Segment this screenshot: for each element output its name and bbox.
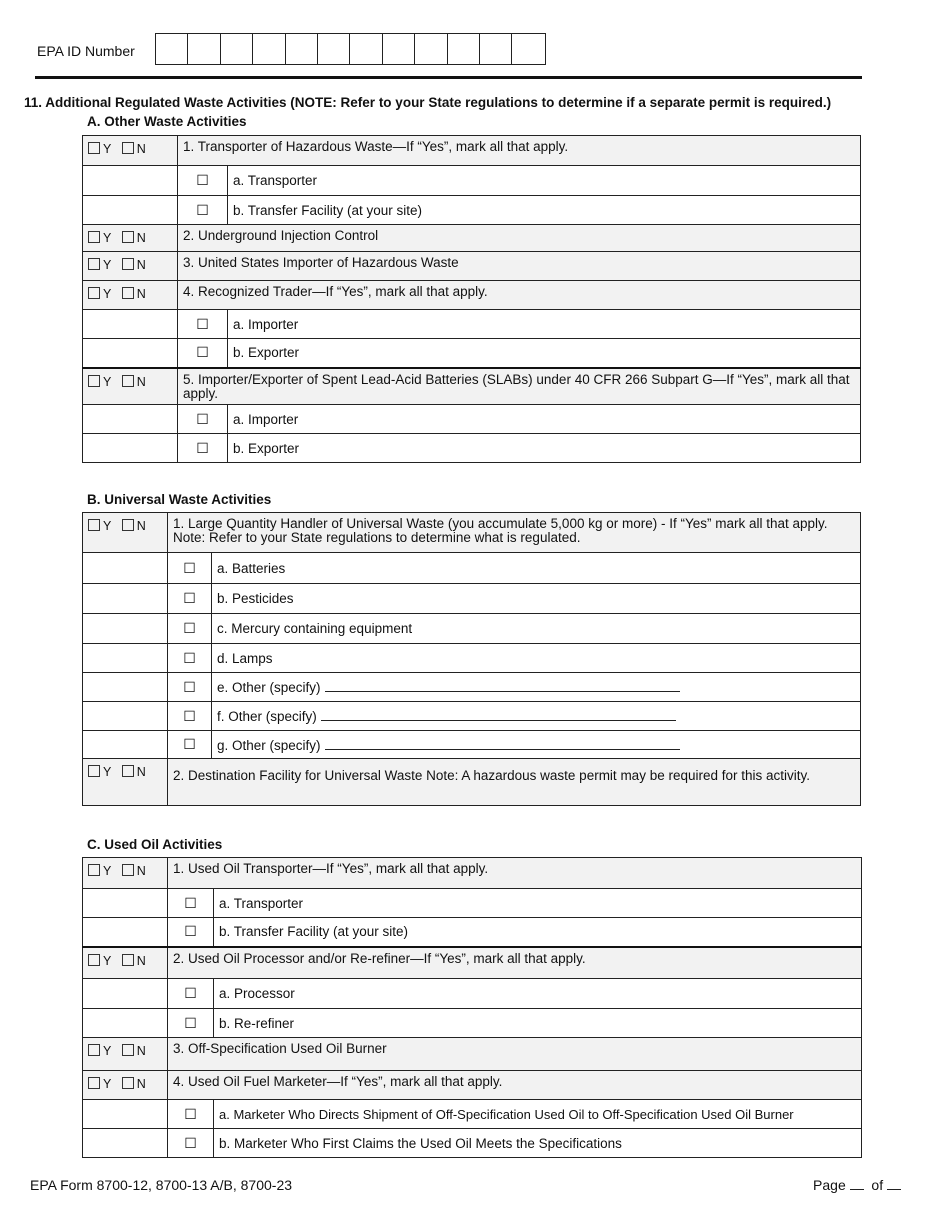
option-checkbox[interactable]: ☐: [178, 310, 228, 339]
indent-cell: [83, 434, 178, 463]
indent-cell: [83, 889, 168, 918]
option-label: a. Batteries: [212, 553, 861, 584]
indent-cell: [83, 979, 168, 1009]
option-checkbox[interactable]: ☐: [168, 702, 212, 731]
no-checkbox[interactable]: [122, 519, 134, 531]
page-total-input[interactable]: [887, 1177, 901, 1190]
option-row: [83, 979, 862, 1009]
header-divider: [35, 76, 862, 79]
option-label: b. Exporter: [228, 434, 861, 463]
no-checkbox[interactable]: [122, 231, 134, 243]
no-checkbox[interactable]: [122, 287, 134, 299]
yes-no-choice[interactable]: [83, 1038, 168, 1071]
yes-label: Y: [103, 953, 112, 968]
option-checkbox[interactable]: ☐: [168, 644, 212, 673]
no-checkbox[interactable]: [122, 765, 134, 777]
no-checkbox[interactable]: [122, 864, 134, 876]
indent-cell: [83, 405, 178, 434]
option-checkbox[interactable]: ☐: [168, 1009, 214, 1038]
specify-input[interactable]: [321, 708, 676, 721]
indent-cell: [83, 731, 168, 759]
yes-no-choice[interactable]: [83, 513, 168, 553]
yes-checkbox[interactable]: [88, 765, 100, 777]
option-checkbox[interactable]: ☐: [178, 339, 228, 368]
epa-id-label: EPA ID Number: [37, 43, 135, 59]
question-text: 3. United States Importer of Hazardous Waste: [178, 252, 861, 281]
question-row: [83, 136, 861, 166]
option-row: [83, 918, 862, 947]
no-label: N: [136, 519, 146, 533]
option-checkbox[interactable]: ☐: [178, 166, 228, 196]
yes-checkbox[interactable]: [88, 1044, 100, 1056]
yes-checkbox[interactable]: [88, 231, 100, 243]
yes-label: Y: [103, 374, 112, 389]
yes-no-choice[interactable]: [83, 947, 168, 979]
part-c-title: C. Used Oil Activities: [87, 837, 223, 852]
option-label: b. Transfer Facility (at your site): [228, 196, 861, 225]
yes-no-choice[interactable]: [83, 252, 178, 281]
yes-checkbox[interactable]: [88, 142, 100, 154]
no-checkbox[interactable]: [122, 954, 134, 966]
indent-cell: [83, 702, 168, 731]
question-text: 2. Used Oil Processor and/or Re-refiner—If “Yes”, mark all that apply.: [168, 947, 862, 979]
epa-id-digit-box[interactable]: [221, 34, 253, 64]
option-row: [83, 584, 861, 614]
option-row: [83, 405, 861, 434]
option-label: g. Other (specify): [217, 737, 321, 753]
option-label: f. Other (specify): [217, 709, 317, 724]
yes-label: Y: [103, 142, 112, 156]
yes-label: Y: [103, 258, 112, 272]
option-row: [83, 434, 861, 463]
option-label: b. Transfer Facility (at your site): [214, 918, 862, 947]
option-row: [83, 1100, 862, 1129]
question-text: 2. Underground Injection Control: [178, 225, 861, 252]
option-other-cell: [212, 673, 861, 702]
specify-input[interactable]: [325, 737, 680, 750]
yes-label: Y: [103, 765, 112, 779]
part-a-title: A. Other Waste Activities: [87, 114, 247, 129]
yes-label: Y: [103, 1044, 112, 1058]
option-row: [83, 702, 861, 731]
option-label: a. Marketer Who Directs Shipment of Off-Specification Used Oil to Off-Specification Used Oil Burner: [214, 1100, 862, 1129]
no-label: N: [136, 142, 146, 156]
option-label: a. Processor: [214, 979, 862, 1009]
question-row: [83, 947, 862, 979]
no-checkbox[interactable]: [122, 375, 134, 387]
yes-no-choice[interactable]: [83, 368, 178, 405]
question-row: [83, 513, 861, 553]
option-label: e. Other (specify): [217, 680, 321, 695]
question-text: 1. Transporter of Hazardous Waste—If “Yes”, mark all that apply.: [178, 136, 861, 166]
option-checkbox[interactable]: ☐: [168, 553, 212, 584]
option-label: d. Lamps: [212, 644, 861, 673]
page-number-input[interactable]: [850, 1177, 864, 1190]
section-title: 11. Additional Regulated Waste Activities (NOTE: Refer to your State regulations to determine if a separate permit is required.): [24, 95, 832, 110]
option-checkbox[interactable]: ☐: [168, 614, 212, 644]
option-row: [83, 310, 861, 339]
question-text: 3. Off-Specification Used Oil Burner: [168, 1038, 862, 1071]
question-row: [83, 281, 861, 310]
question-row: [83, 1038, 862, 1071]
no-label: N: [136, 953, 146, 968]
option-checkbox[interactable]: ☐: [178, 405, 228, 434]
question-text: 1. Large Quantity Handler of Universal Waste (you accumulate 5,000 kg or more) - If “Yes” mark all that apply. Note: Refer to your State regulations to determine what is regulated.: [168, 513, 861, 553]
yes-checkbox[interactable]: [88, 954, 100, 966]
option-checkbox[interactable]: ☐: [178, 434, 228, 463]
no-label: N: [136, 1044, 146, 1058]
yes-checkbox[interactable]: [88, 287, 100, 299]
option-label: b. Re-refiner: [214, 1009, 862, 1038]
option-row: [83, 1129, 862, 1158]
epa-id-digit-box[interactable]: [512, 34, 544, 64]
option-row: [83, 644, 861, 673]
option-other-cell: [212, 702, 861, 731]
no-checkbox[interactable]: [122, 1077, 134, 1089]
no-label: N: [136, 258, 146, 272]
no-checkbox[interactable]: [122, 142, 134, 154]
yes-checkbox[interactable]: [88, 375, 100, 387]
no-checkbox[interactable]: [122, 1044, 134, 1056]
indent-cell: [83, 1129, 168, 1158]
no-checkbox[interactable]: [122, 258, 134, 270]
yes-no-choice[interactable]: [83, 858, 168, 889]
part-b-title: B. Universal Waste Activities: [87, 492, 272, 507]
option-label: b. Exporter: [228, 339, 861, 368]
yes-no-choice[interactable]: [83, 281, 178, 310]
option-label: b. Marketer Who First Claims the Used Oil Meets the Specifications: [214, 1129, 862, 1158]
yes-checkbox[interactable]: [88, 519, 100, 531]
indent-cell: [83, 166, 178, 196]
question-row: [83, 759, 861, 806]
yes-no-choice[interactable]: [83, 225, 178, 252]
epa-id-digit-box[interactable]: [383, 34, 415, 64]
option-row: [83, 889, 862, 918]
option-checkbox[interactable]: ☐: [168, 584, 212, 614]
yes-label: Y: [103, 519, 112, 533]
epa-id-digit-box[interactable]: [318, 34, 350, 64]
no-label: N: [136, 287, 146, 301]
option-row: [83, 339, 861, 368]
yes-label: Y: [103, 231, 112, 245]
specify-input[interactable]: [325, 679, 680, 692]
option-checkbox[interactable]: ☐: [168, 1100, 214, 1129]
option-row: [83, 614, 861, 644]
question-row: [83, 858, 862, 889]
question-text: 2. Destination Facility for Universal Waste Note: A hazardous waste permit may be required for this activity.: [168, 759, 861, 806]
yes-checkbox[interactable]: [88, 258, 100, 270]
yes-no-choice[interactable]: [83, 1071, 168, 1100]
option-other-cell: [212, 731, 861, 759]
indent-cell: [83, 339, 178, 368]
epa-id-digit-box[interactable]: [156, 34, 188, 64]
indent-cell: [83, 918, 168, 947]
option-label: a. Transporter: [228, 166, 861, 196]
epa-id-digit-box[interactable]: [415, 34, 447, 64]
no-label: N: [136, 231, 146, 245]
option-label: a. Importer: [228, 405, 861, 434]
part-c-table: [82, 857, 862, 1158]
yes-checkbox[interactable]: [88, 864, 100, 876]
no-label: N: [136, 765, 146, 779]
option-row: [83, 196, 861, 225]
option-checkbox[interactable]: ☐: [168, 673, 212, 702]
yes-no-choice[interactable]: [83, 759, 168, 806]
option-row: [83, 553, 861, 584]
option-checkbox[interactable]: ☐: [168, 979, 214, 1009]
no-label: N: [136, 1077, 146, 1091]
yes-checkbox[interactable]: [88, 1077, 100, 1089]
yes-no-choice[interactable]: [83, 136, 178, 166]
indent-cell: [83, 196, 178, 225]
indent-cell: [83, 1100, 168, 1129]
option-checkbox[interactable]: ☐: [168, 889, 214, 918]
page-label: Page: [813, 1177, 846, 1193]
option-label: c. Mercury containing equipment: [212, 614, 861, 644]
question-row: [83, 252, 861, 281]
question-row: [83, 225, 861, 252]
epa-id-digit-box[interactable]: [350, 34, 382, 64]
part-b-table: [82, 512, 861, 806]
epa-id-digit-box[interactable]: [188, 34, 220, 64]
option-row: [83, 673, 861, 702]
indent-cell: [83, 553, 168, 584]
question-text: 4. Recognized Trader—If “Yes”, mark all that apply.: [178, 281, 861, 310]
option-checkbox[interactable]: ☐: [168, 1129, 214, 1158]
epa-id-digit-box[interactable]: [480, 34, 512, 64]
option-row: [83, 1009, 862, 1038]
epa-id-digit-box[interactable]: [286, 34, 318, 64]
question-text: 1. Used Oil Transporter—If “Yes”, mark all that apply.: [168, 858, 862, 889]
no-label: N: [136, 864, 146, 878]
indent-cell: [83, 614, 168, 644]
option-label: a. Transporter: [214, 889, 862, 918]
option-row: [83, 731, 861, 759]
yes-label: Y: [103, 864, 112, 878]
indent-cell: [83, 644, 168, 673]
indent-cell: [83, 1009, 168, 1038]
form-id: EPA Form 8700-12, 8700-13 A/B, 8700-23: [30, 1177, 293, 1193]
question-row: [83, 368, 861, 405]
question-row: [83, 1071, 862, 1100]
option-label: b. Pesticides: [212, 584, 861, 614]
indent-cell: [83, 673, 168, 702]
option-checkbox[interactable]: ☐: [178, 196, 228, 225]
no-label: N: [136, 374, 146, 389]
question-text: 5. Importer/Exporter of Spent Lead-Acid Batteries (SLABs) under 40 CFR 266 Subpart G—If “Yes”, mark all that apply.: [178, 368, 861, 405]
yes-label: Y: [103, 287, 112, 301]
of-label: of: [871, 1177, 884, 1193]
option-row: [83, 166, 861, 196]
epa-id-digit-box[interactable]: [253, 34, 285, 64]
yes-label: Y: [103, 1077, 112, 1091]
question-text: 4. Used Oil Fuel Marketer—If “Yes”, mark all that apply.: [168, 1071, 862, 1100]
option-checkbox[interactable]: ☐: [168, 731, 212, 759]
page-number: [813, 1177, 901, 1193]
epa-id-input[interactable]: [155, 33, 546, 65]
epa-id-digit-box[interactable]: [448, 34, 480, 64]
option-checkbox[interactable]: ☐: [168, 918, 214, 947]
option-label: a. Importer: [228, 310, 861, 339]
indent-cell: [83, 310, 178, 339]
indent-cell: [83, 584, 168, 614]
part-a-table: [82, 135, 861, 463]
